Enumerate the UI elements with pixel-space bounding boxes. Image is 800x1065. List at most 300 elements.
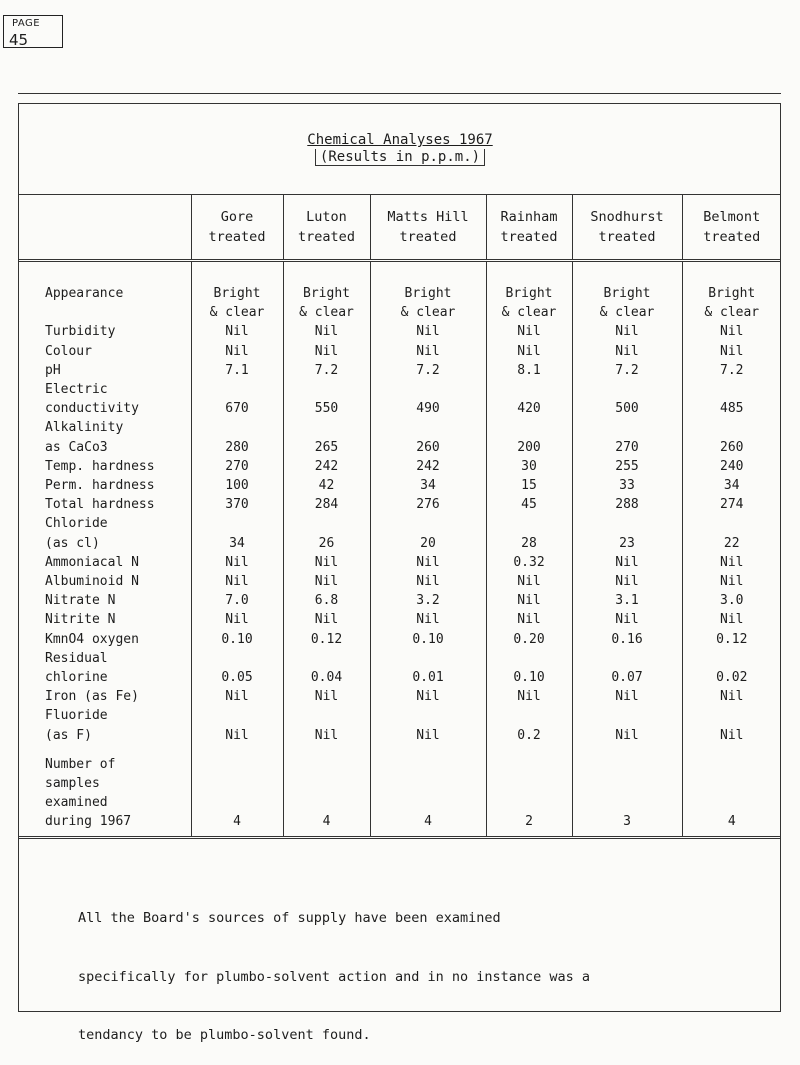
value-cell <box>370 514 486 552</box>
value-cell <box>370 630 486 649</box>
table-row <box>18 630 781 649</box>
value-text: 7.1 <box>225 362 249 378</box>
table-row <box>18 476 781 495</box>
value-text: 280 <box>225 439 249 455</box>
parameter-label-line: Alkalinity <box>45 420 124 436</box>
table-row <box>18 514 781 552</box>
value-text: 420 <box>517 401 541 417</box>
value-text: Nil <box>615 324 639 340</box>
column-header <box>572 195 682 261</box>
value-cell <box>682 553 781 572</box>
value-cell <box>283 687 370 706</box>
value-cell <box>486 572 572 591</box>
table-row <box>18 261 781 323</box>
value-text: 0.01 <box>412 670 444 686</box>
value-cell <box>572 361 682 380</box>
value-cell <box>370 687 486 706</box>
value-text: Nil <box>416 574 440 590</box>
value-text: Nil <box>517 574 541 590</box>
table-row <box>18 322 781 341</box>
value-cell <box>486 755 572 837</box>
value-cell <box>682 342 781 361</box>
value-line: & clear <box>400 305 456 321</box>
value-cell <box>283 649 370 687</box>
value-text: 45 <box>521 497 537 513</box>
value-cell <box>572 755 682 837</box>
value-text: 265 <box>314 439 339 455</box>
value-text: 0.05 <box>221 670 253 686</box>
value-text: Nil <box>225 612 249 628</box>
value-text: 0.02 <box>716 670 748 686</box>
value-cell <box>191 610 283 629</box>
value-cell <box>283 261 370 323</box>
parameter-label-line: (as F) <box>45 727 92 743</box>
parameter-label <box>18 553 191 572</box>
value-cell <box>572 610 682 629</box>
value-cell <box>682 755 781 837</box>
parameter-label-line: (as cl) <box>45 535 100 551</box>
value-text: Nil <box>416 324 440 340</box>
parameter-label-line: chlorine <box>45 670 108 686</box>
table-row <box>18 591 781 610</box>
value-cell <box>486 610 572 629</box>
value-text: Nil <box>416 612 440 628</box>
parameter-label <box>18 514 191 552</box>
value-cell <box>191 687 283 706</box>
value-text: 240 <box>720 458 744 474</box>
value-text: 0.2 <box>517 727 541 743</box>
parameter-label <box>18 610 191 629</box>
value-cell <box>486 322 572 341</box>
value-text: Nil <box>615 612 639 628</box>
column-header-line: Rainham <box>500 209 558 225</box>
value-cell <box>682 322 781 341</box>
value-cell <box>191 514 283 552</box>
value-line: Bright <box>404 286 452 301</box>
value-cell <box>370 495 486 514</box>
value-text: 0.07 <box>611 670 643 686</box>
value-cell <box>370 755 486 837</box>
column-header-line: Belmont <box>703 209 761 225</box>
table-row <box>18 495 781 514</box>
value-cell <box>682 572 781 591</box>
parameter-label <box>18 495 191 514</box>
value-cell <box>191 591 283 610</box>
value-cell <box>486 361 572 380</box>
value-cell <box>191 649 283 687</box>
parameter-label <box>18 649 191 687</box>
value-text: 7.2 <box>615 362 639 378</box>
value-cell <box>370 610 486 629</box>
value-cell <box>572 476 682 495</box>
spacer-row <box>18 745 781 755</box>
value-line: & clear <box>599 305 655 321</box>
value-text: 4 <box>233 814 241 830</box>
value-cell <box>572 261 682 323</box>
value-cell <box>572 687 682 706</box>
column-header-line: treated <box>703 229 761 245</box>
value-cell <box>682 380 781 418</box>
value-line: & clear <box>209 305 265 321</box>
value-cell <box>486 591 572 610</box>
parameter-label-line: Number of <box>45 756 116 772</box>
value-text: Nil <box>720 727 744 743</box>
value-cell <box>572 322 682 341</box>
value-text: 6.8 <box>314 593 339 609</box>
value-cell <box>370 553 486 572</box>
value-text: Nil <box>314 324 339 340</box>
value-line: Bright <box>505 286 553 301</box>
value-cell <box>682 610 781 629</box>
value-cell <box>283 322 370 341</box>
table-row <box>18 610 781 629</box>
parameter-label-line: Colour <box>45 343 92 359</box>
value-text: 242 <box>416 458 440 474</box>
column-header <box>370 195 486 261</box>
value-cell <box>572 418 682 456</box>
value-cell <box>572 553 682 572</box>
value-cell <box>370 418 486 456</box>
parameter-label <box>18 755 191 837</box>
value-text: 4 <box>424 814 432 830</box>
value-cell <box>191 495 283 514</box>
value-text: 34 <box>420 478 436 494</box>
value-cell <box>370 361 486 380</box>
value-cell <box>486 476 572 495</box>
value-text: 20 <box>420 535 436 551</box>
table-row <box>18 649 781 687</box>
value-text: 100 <box>225 478 249 494</box>
column-header-line: treated <box>298 229 355 245</box>
value-cell <box>191 476 283 495</box>
parameter-label <box>18 361 191 380</box>
value-text: 3.2 <box>416 593 440 609</box>
value-cell <box>283 476 370 495</box>
parameter-label-line: examined <box>45 795 108 811</box>
column-header <box>191 195 283 261</box>
value-text: Nil <box>314 554 339 570</box>
value-cell <box>191 261 283 323</box>
value-cell <box>283 553 370 572</box>
footnote-line: All the Board's sources of supply have been examined <box>78 910 501 926</box>
value-text: 490 <box>416 401 440 417</box>
value-cell <box>283 755 370 837</box>
spacer-cell <box>486 745 572 755</box>
value-text: Nil <box>720 324 744 340</box>
value-cell <box>682 457 781 476</box>
value-line: Bright <box>303 286 350 301</box>
value-cell <box>682 514 781 552</box>
parameter-label-line: KmnO4 oxygen <box>45 631 139 647</box>
footnote-line: tendancy to be plumbo-solvent found. <box>78 1027 371 1043</box>
value-text: 34 <box>229 535 245 551</box>
parameter-label-line: during 1967 <box>45 814 132 830</box>
value-text: 0.12 <box>716 631 748 647</box>
value-text: Nil <box>720 343 744 359</box>
parameter-label <box>18 322 191 341</box>
value-text: 2 <box>525 814 533 830</box>
value-text: 7.2 <box>416 362 440 378</box>
value-cell <box>370 476 486 495</box>
value-text: 260 <box>416 439 440 455</box>
spacer-cell <box>572 745 682 755</box>
value-text: 276 <box>416 497 440 513</box>
table-row <box>18 342 781 361</box>
value-cell <box>370 572 486 591</box>
footnote-line: specifically for plumbo-solvent action and in no instance was a <box>78 968 591 985</box>
value-cell <box>191 322 283 341</box>
parameter-label-line: Fluoride <box>45 708 108 724</box>
value-cell <box>486 418 572 456</box>
value-text: Nil <box>225 343 249 359</box>
parameter-label <box>18 630 191 649</box>
corner-cell <box>18 195 191 261</box>
value-text: 4 <box>322 814 331 830</box>
value-text: 22 <box>723 535 740 551</box>
value-text: Nil <box>720 554 744 570</box>
value-text: Nil <box>517 612 541 628</box>
value-cell <box>572 706 682 744</box>
value-text: 7.2 <box>314 362 339 378</box>
value-text: 0.10 <box>513 670 545 686</box>
value-cell <box>283 380 370 418</box>
value-text: 15 <box>521 478 537 494</box>
table-row <box>18 572 781 591</box>
value-text: 485 <box>720 401 744 417</box>
value-text: Nil <box>615 727 639 743</box>
value-cell <box>191 630 283 649</box>
parameter-label-line: Turbidity <box>45 324 116 340</box>
value-text: Nil <box>416 554 440 570</box>
table-row <box>18 457 781 476</box>
value-text: Nil <box>416 727 440 743</box>
value-cell <box>486 706 572 744</box>
parameter-label-line: Residual <box>45 650 108 666</box>
value-line: Bright <box>603 286 651 301</box>
parameter-label <box>18 342 191 361</box>
value-cell <box>370 706 486 744</box>
spacer-cell <box>370 745 486 755</box>
value-text: 0.12 <box>310 631 343 647</box>
subtitle-text: (Results in p.p.m.) <box>315 149 485 166</box>
parameter-label-line: Perm. hardness <box>45 478 155 494</box>
value-text: 0.20 <box>513 631 545 647</box>
spacer-cell <box>191 745 283 755</box>
value-text: 3.1 <box>615 593 639 609</box>
value-text: Nil <box>314 574 339 590</box>
value-cell <box>283 457 370 476</box>
column-header <box>283 195 370 261</box>
value-cell <box>283 495 370 514</box>
parameter-label-line: pH <box>45 362 61 378</box>
table-row <box>18 418 781 456</box>
parameter-label-line: as CaCo3 <box>45 439 108 455</box>
value-cell <box>572 495 682 514</box>
value-text: Nil <box>720 574 744 590</box>
value-cell <box>370 322 486 341</box>
column-header <box>486 195 572 261</box>
column-header-line: treated <box>208 229 266 245</box>
value-cell <box>682 687 781 706</box>
table-row <box>18 553 781 572</box>
value-cell <box>486 687 572 706</box>
page-subtitle <box>0 149 800 165</box>
value-text: Nil <box>225 574 249 590</box>
value-cell <box>191 361 283 380</box>
value-cell <box>572 457 682 476</box>
column-header <box>682 195 781 261</box>
table-row <box>18 706 781 744</box>
value-cell <box>283 706 370 744</box>
value-cell <box>682 418 781 456</box>
value-cell <box>682 591 781 610</box>
value-text: 274 <box>720 497 744 513</box>
value-cell <box>370 342 486 361</box>
value-cell <box>572 591 682 610</box>
value-text: 30 <box>521 458 537 474</box>
value-cell <box>486 495 572 514</box>
value-text: Nil <box>615 574 639 590</box>
value-text: Nil <box>720 612 744 628</box>
parameter-label <box>18 687 191 706</box>
parameter-label-line <box>45 303 191 322</box>
parameter-label <box>18 261 191 323</box>
footnote <box>78 870 758 1065</box>
page-label-word: PAGE <box>12 18 41 29</box>
value-text: Nil <box>517 324 541 340</box>
value-text: 288 <box>615 497 639 513</box>
value-cell <box>682 706 781 744</box>
value-text: 23 <box>619 535 635 551</box>
table-row <box>18 755 781 837</box>
value-cell <box>191 755 283 837</box>
column-header-line: Gore <box>220 209 254 225</box>
value-cell <box>283 591 370 610</box>
value-cell <box>486 630 572 649</box>
value-text: 34 <box>723 478 740 494</box>
value-text: 255 <box>615 458 639 474</box>
value-text: Nil <box>314 343 339 359</box>
value-cell <box>682 495 781 514</box>
value-cell <box>572 649 682 687</box>
value-cell <box>283 514 370 552</box>
value-text: Nil <box>517 343 541 359</box>
value-text: Nil <box>314 612 339 628</box>
value-cell <box>283 572 370 591</box>
value-cell <box>283 418 370 456</box>
table-row <box>18 380 781 418</box>
spacer-cell <box>682 745 781 755</box>
value-text: 270 <box>225 458 249 474</box>
parameter-label <box>18 476 191 495</box>
value-text: 242 <box>314 458 339 474</box>
parameter-label-line: samples <box>45 776 100 792</box>
value-line: Bright <box>708 286 756 301</box>
page-title: Chemical Analyses 1967 <box>307 132 493 148</box>
value-cell <box>682 630 781 649</box>
value-text: 28 <box>521 535 537 551</box>
value-text: 0.10 <box>221 631 253 647</box>
value-text: Nil <box>314 689 339 705</box>
value-cell <box>283 610 370 629</box>
value-cell <box>682 361 781 380</box>
value-text: Nil <box>720 689 744 705</box>
value-cell <box>572 342 682 361</box>
value-text: 370 <box>225 497 249 513</box>
value-text: 550 <box>314 401 339 417</box>
value-text: Nil <box>416 343 440 359</box>
value-text: Nil <box>416 689 440 705</box>
value-text: 0.16 <box>611 631 643 647</box>
parameter-label <box>18 706 191 744</box>
value-line: & clear <box>704 305 760 321</box>
value-text: Nil <box>517 593 541 609</box>
value-text: 26 <box>318 535 335 551</box>
value-text: Nil <box>615 554 639 570</box>
spacer-cell <box>283 745 370 755</box>
parameter-label-line: Nitrate N <box>45 593 116 609</box>
value-cell <box>191 553 283 572</box>
column-header-line: Luton <box>306 209 347 225</box>
parameter-label-line: Albuminoid N <box>45 574 139 590</box>
parameter-label-line: conductivity <box>45 401 139 417</box>
parameter-label-line: Temp. hardness <box>45 458 155 474</box>
value-cell <box>486 261 572 323</box>
parameter-label-line: Total hardness <box>45 497 155 513</box>
value-cell <box>191 342 283 361</box>
value-cell <box>191 572 283 591</box>
value-text: 42 <box>318 478 335 494</box>
value-text: 7.2 <box>720 362 744 378</box>
value-text: 200 <box>517 439 541 455</box>
value-text: 3.0 <box>720 593 744 609</box>
parameter-label-line: Nitrite N <box>45 612 116 628</box>
value-line: & clear <box>299 305 354 321</box>
value-text: Nil <box>615 343 639 359</box>
value-text: Nil <box>225 727 249 743</box>
value-cell <box>370 649 486 687</box>
value-text: Nil <box>314 727 339 743</box>
column-header-line: treated <box>399 229 457 245</box>
value-cell <box>486 380 572 418</box>
value-cell <box>682 649 781 687</box>
value-cell <box>283 630 370 649</box>
value-cell <box>191 706 283 744</box>
value-cell <box>191 380 283 418</box>
column-header-line: Snodhurst <box>590 209 664 225</box>
parameter-label-line: Chloride <box>45 516 108 532</box>
value-text: Nil <box>225 324 249 340</box>
parameter-label <box>18 418 191 456</box>
value-cell <box>682 261 781 323</box>
parameter-label <box>18 380 191 418</box>
parameter-label-line: Electric <box>45 382 108 398</box>
parameter-label-line: Ammoniacal N <box>45 554 139 570</box>
parameter-label-line: Appearance <box>45 286 124 301</box>
table-row <box>18 687 781 706</box>
value-cell <box>370 457 486 476</box>
value-text: 284 <box>314 497 339 513</box>
value-text: 8.1 <box>517 362 541 378</box>
analysis-table <box>18 194 781 839</box>
column-header-line: treated <box>598 229 656 245</box>
page-label <box>3 15 63 48</box>
value-cell <box>283 361 370 380</box>
value-cell <box>572 380 682 418</box>
parameter-label <box>18 572 191 591</box>
spacer-cell <box>18 745 191 755</box>
column-header-line: Matts Hill <box>387 209 469 225</box>
